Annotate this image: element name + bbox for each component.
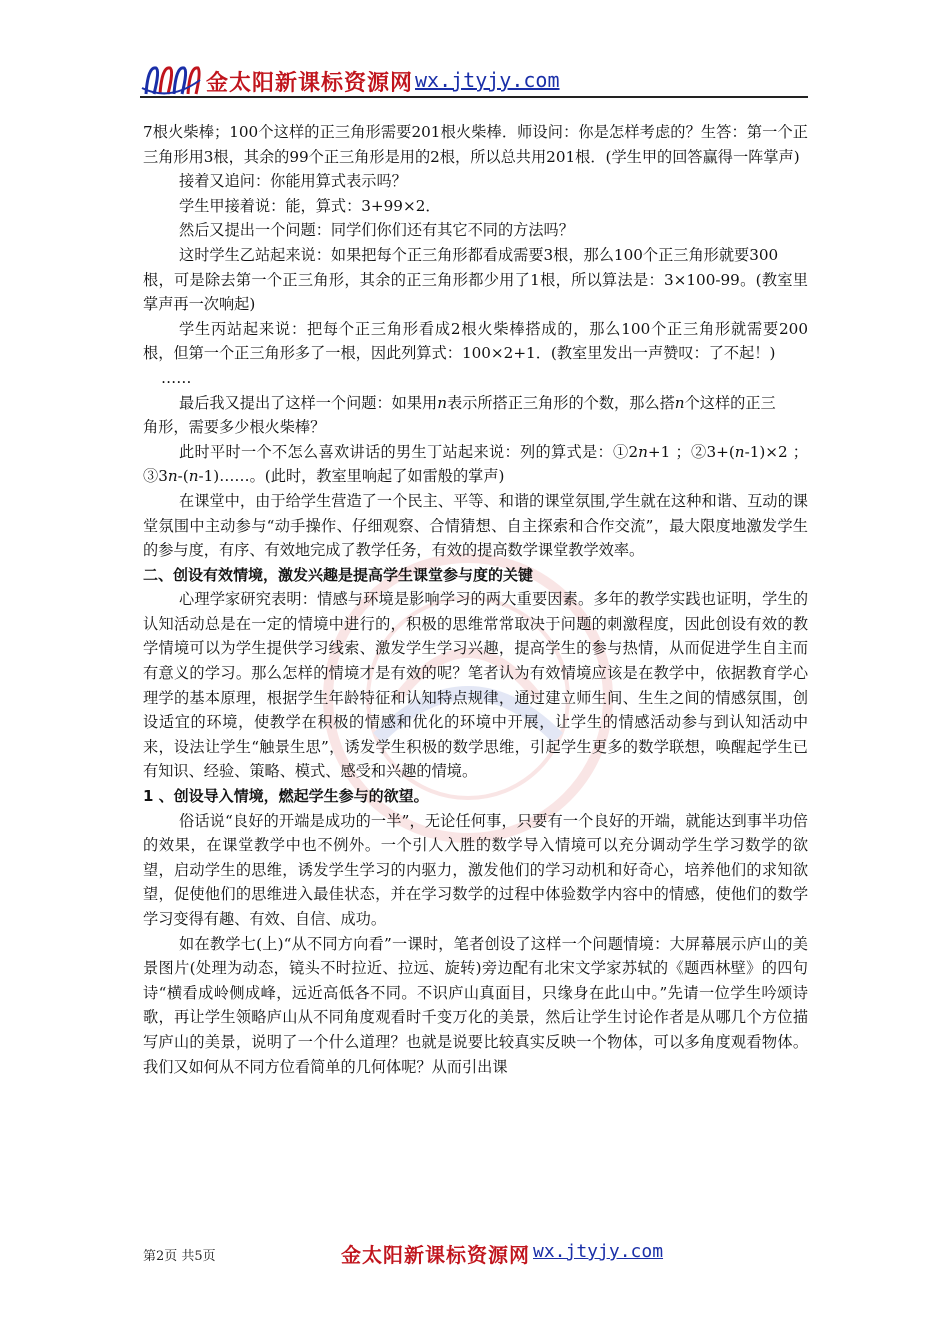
- paragraph: 接着又追问：你能用算式表示吗？: [179, 172, 407, 191]
- footer-brand: 金太阳新课标资源网: [341, 1243, 530, 1267]
- page-number: 第2页 共5页: [143, 1249, 216, 1264]
- text-run: 表示所搭正三角形的个数，那么搭: [446, 393, 675, 412]
- variable-n: n: [638, 442, 648, 461]
- variable-n: n: [188, 467, 199, 486]
- text-run: 个这样的正三: [684, 393, 776, 412]
- variable-n: n: [167, 467, 178, 486]
- document-body: [143, 120, 808, 1079]
- paragraph: 然后又提出一个问题：同学们你们还有其它不同的方法吗？: [179, 221, 574, 240]
- paragraph: 心理学家研究表明：情感与环境是影响学习的两大重要因素。多年的教学实践也证明，学生的认知活动总是在一定的情境中进行的，积极的思维常常取决于问题的刺激程度，因此创设有效的教学情境可以为学生提供学习线索、激发学生学习兴趣，提高学生的参与热情，从而促进学生自主而有意义的学习。那么怎样的情境才是有效的呢？笔者认为有效情境应该是在教学中，依据教育学心理学的基本原理，根据学生年龄特征和认知特点规律，通过建立师生间、生生之间的情感氛围，创设适宜的环境，使教学在积极的情感和优化的环境中开展，让学生的情感活动参与到认知活动中来，设法让学生“触景生思”，诱发学生积极的数学思维，引起学生更多的数学联想，唤醒起学生已有知识、经验、策略、模式、感受和兴趣的情境。: [143, 590, 808, 781]
- paragraph: 这时学生乙站起来说：如果把每个正三角形都看成需要3根，那么100个正三角形就要300: [179, 245, 779, 264]
- section-heading: 二、创设有效情境，激发兴趣是提高学生课堂参与度的关键: [143, 565, 534, 584]
- variable-n: n: [437, 393, 447, 412]
- text-run: -1)×2 ；③3: [143, 442, 808, 486]
- paragraph: 如在教学七(上)“从不同方向看”一课时，笔者创设了这样一个问题情境：大屏幕展示庐山的美景图片(处理为动态，镜头不时拉近、拉远、旋转)旁边配有北宋文学家苏轼的《题西林壁》的四句诗“横看成岭侧成峰，远近高低各不同。不识庐山真面目，只缘身在此山中。”先请一位学生吟颂诗歌，再让学生领略庐山从不同角度观看时千变万化的美景，然后让学生讨论作者是从哪几个方位描写庐山的美景，说明了一个什么道理？也就是说要比较真实反映一个物体，可以多角度观看物体。我们又如何从不同方位看简单的几何体呢？从而引出课: [143, 934, 808, 1076]
- text-run: -1)……。(此时，教室里响起了如雷般的掌声): [198, 467, 505, 486]
- paragraph: 在课堂中，由于给学生营造了一个民主、平等、和谐的课堂氛围,学生就在这种和谐、互动的课堂氛围中主动参与“动手操作、仔细观察、合情猜想、自主探索和合作交流”，最大限度地激发学生的参与度，有序、有效地完成了教学任务，有效的提高数学课堂教学效率。: [143, 491, 808, 560]
- site-link[interactable]: wx.jtyjy.com: [415, 68, 560, 92]
- paragraph: 学生丙站起来说：把每个正三角形看成2根火柴棒搭成的，那么100个正三角形就需要200根，但第一个正三角形多了一根，因此列算式：100×2+1．(教室里发出一声赞叹：了不起！): [143, 319, 808, 363]
- paragraph: 俗话说“良好的开端是成功的一半”，无论任何事，只要有一个良好的开端，就能达到事半功倍的效果，在课堂教学中也不例外。一个引人入胜的数学导入情境可以充分调动学生学习数学的欲望，启动学生的思维，诱发学生学习的内驱力，激发他们的学习动机和好奇心，培养他们的求知欲望，促使他们的思维进入最佳状态，并在学习数学的过程中体验数学内容中的情感，使他们的数学学习变得有趣、有效、自信、成功。: [143, 811, 808, 928]
- paragraph: 根，可是除去第一个正三角形，其余的正三角形都少用了1根，所以算法是：3×100-99。(教室里掌声再一次响起): [143, 270, 808, 314]
- variable-n: n: [734, 442, 745, 461]
- header-divider: [140, 96, 808, 98]
- paragraph: 7根火柴棒；100个这样的正三角形需要201根火柴棒．师设问：你是怎样考虑的？生答：第一个正三角形用3根，其余的99个正三角形是用的2根，所以总共用201根．(学生甲的回答赢得一阵掌声): [143, 123, 808, 166]
- text-run: 此时平时一个不怎么喜欢讲话的男生丁站起来说：列的算式是：①2: [179, 442, 639, 461]
- variable-n: n: [674, 393, 685, 412]
- paragraph: [143, 391, 808, 416]
- text-run: -(: [177, 467, 189, 486]
- paragraph: 学生甲接着说：能，算式：3+99×2．: [179, 196, 441, 215]
- site-brand: 金太阳新课标资源网: [206, 70, 414, 96]
- text-run: +1 ；②3+(: [647, 442, 735, 461]
- footer-site-link[interactable]: wx.jtyjy.com: [533, 1241, 664, 1262]
- text-run: 最后我又提出了这样一个问题：如果用: [179, 393, 438, 412]
- page-footer: [143, 1237, 808, 1267]
- ellipsis: ……: [161, 368, 192, 387]
- paragraph: [143, 440, 808, 489]
- subsection-heading: 1 、创设导入情境，燃起学生参与的欲望。: [143, 787, 429, 806]
- paragraph: 角形，需要多少根火柴棒？: [143, 418, 326, 437]
